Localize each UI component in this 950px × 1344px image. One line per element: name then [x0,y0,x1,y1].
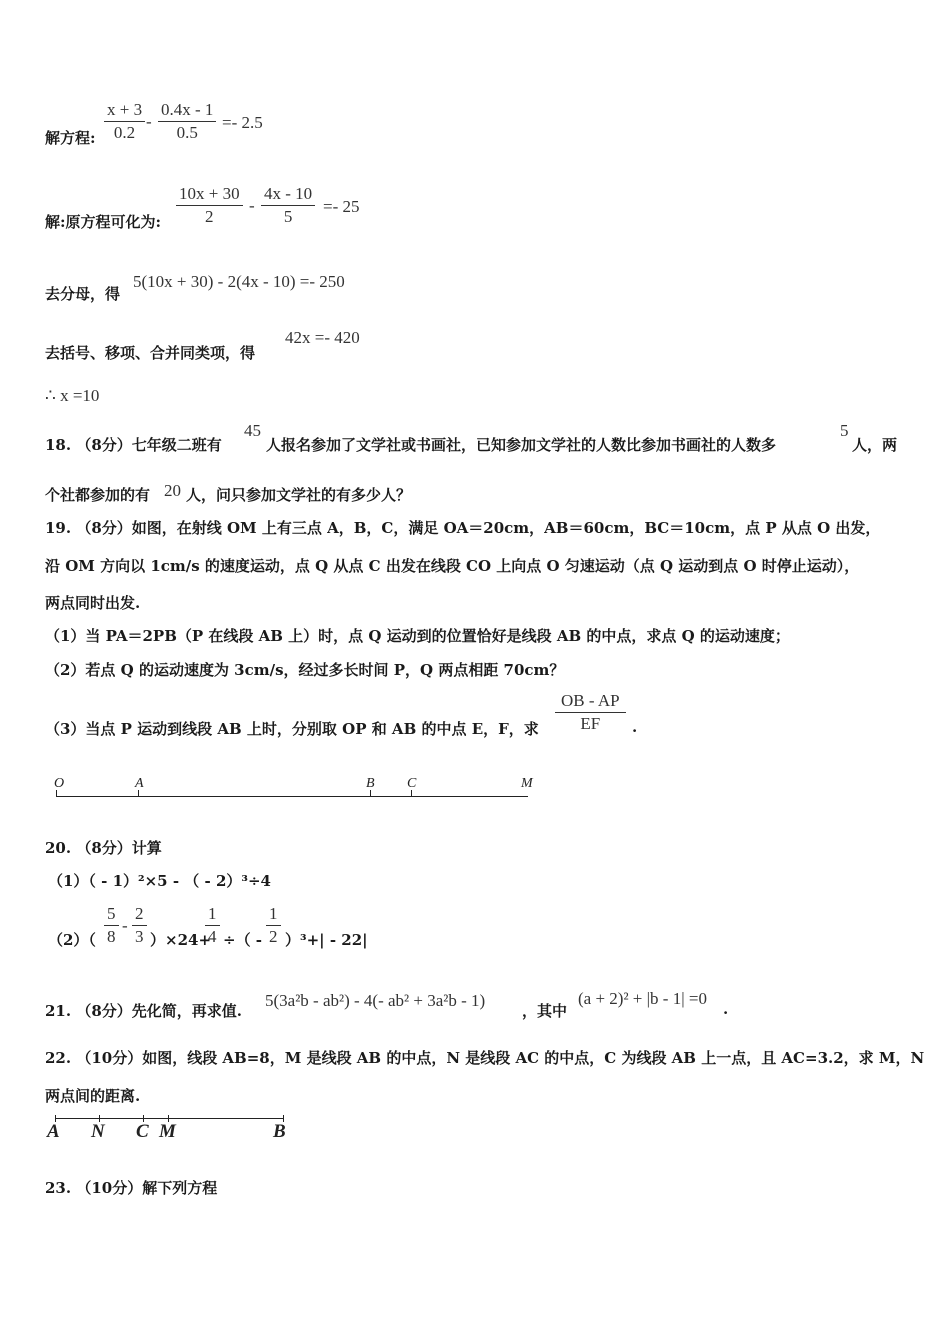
fraction-2-denominator: 0.5 [176,123,198,142]
fraction-1-denominator: 0.2 [113,123,136,142]
equation-rhs-1: =- 2.5 [222,113,263,132]
q20-fraction-c-denominator: 4 [208,927,217,946]
q19-line-1: 19. （8分）如图，在射线 OM 上有三点 A，B，C，满足 OA＝20cm，AB＝60cm，BC＝10cm，点 P 从点 O 出发， [45,519,881,537]
q19-fraction-denominator: EF [580,714,601,733]
q19-fraction [555,690,626,735]
point-label-b: B [366,776,375,791]
q20-sub-2-d: ）³+| - 22| [285,931,368,949]
fraction-4 [261,183,315,228]
q19-line-2: 沿 OM 方向以 1cm/s 的速度运动，点 Q 从点 C 出发在线段 CO 上向点 O 匀速运动（点 Q 运动到点 O 时停止运动）， [45,557,860,575]
solution-label-2: 解:原方程可化为: [45,213,162,231]
solution-label-3: 去分母，得 [45,285,121,303]
q20-fraction-c-numerator: 1 [205,903,220,926]
q20-fraction-b [132,903,147,948]
seg-label-n: N [91,1121,105,1142]
equation-rhs-2: =- 25 [323,197,360,216]
q23-title: 23. （10分）解下列方程 [45,1179,218,1197]
q20-fraction-d-denominator: 2 [269,927,278,946]
q21-part-1: 21. （8分）先化简，再求值. [45,1002,242,1020]
fraction-3 [176,183,243,228]
point-label-c: C [407,776,417,791]
q18-line-2b: 人，问只参加文学社的有多少人？ [186,486,412,504]
q20-sub-2-c: ÷（ - [223,931,263,949]
q20-fraction-a-denominator: 8 [107,927,116,946]
q20-fraction-b-denominator: 3 [135,927,144,946]
q20-fraction-b-numerator: 2 [132,903,147,926]
ray-om-line [56,796,528,797]
q20-title: 20. （8分）计算 [45,839,162,857]
q19-sub-2: （2）若点 Q 的运动速度为 3cm/s，经过多长时间 P，Q 两点相距 70cm？ [45,661,565,679]
segment-ab-line [55,1118,284,1119]
point-label-a: A [135,776,144,791]
fraction-3-numerator: 10x + 30 [176,183,243,206]
q21-condition: (a + 2)² + |b - 1| =0 [578,989,707,1008]
solution-label-4: 去括号、移项、合并同类项，得 [45,344,256,362]
fraction-3-denominator: 2 [205,207,214,226]
q18-number-20: 20 [164,481,181,500]
equation-3: 5(10x + 30) - 2(4x - 10) =- 250 [133,272,345,291]
fraction-2 [158,99,216,144]
equation-5: ∴ x =10 [45,386,100,405]
q20-fraction-d-numerator: 1 [266,903,281,926]
q18-part-1: 18. （8分）七年级二班有 [45,436,222,454]
solution-label-1: 解方程: [45,129,96,147]
q20-sub-2-b: ）×24+ [150,931,212,949]
equation-4: 42x =- 420 [285,328,360,347]
q21-expression: 5(3a²b - ab²) - 4(- ab² + 3a²b - 1) [265,991,486,1010]
minus-sign: - [146,112,152,131]
seg-label-c: C [136,1121,149,1142]
q19-fraction-numerator: OB - AP [555,690,626,713]
q19-line-3: 两点同时出发. [45,594,141,612]
q22-line-2: 两点间的距离. [45,1087,141,1105]
q20-sub-2-a: （2）（ [48,931,96,949]
q20-minus: - [122,916,128,935]
point-label-o: O [54,776,65,791]
q22-line-1: 22. （10分）如图，线段 AB=8，M 是线段 AB 的中点，N 是线段 AC 的中点，C 为线段 AB 上一点，且 AC=3.2，求 M，N [45,1049,925,1067]
q18-line-2a: 个社都参加的有 [45,486,151,504]
q18-number-5: 5 [840,421,849,440]
q18-number-45: 45 [244,421,261,440]
seg-label-b: B [273,1121,286,1142]
seg-label-m: M [159,1121,176,1142]
q18-part-2: 人报名参加了文学社或书画社，已知参加文学社的人数比参加书画社的人数多 [266,436,777,454]
fraction-1-numerator: x + 3 [104,99,145,122]
point-label-m: M [521,776,533,791]
q19-sub-1: （1）当 PA＝2PB（P 在线段 AB 上）时，点 Q 运动到的位置恰好是线段 AB 的中点，求点 Q 的运动速度； [45,627,790,645]
q18-part-3: 人，两 [852,436,898,454]
fraction-4-denominator: 5 [283,207,293,226]
seg-label-a: A [47,1121,60,1142]
fraction-2-numerator: 0.4x - 1 [158,99,216,122]
fraction-1 [104,99,145,144]
q20-fraction-a [104,903,119,948]
minus-sign-2: - [249,196,255,215]
q20-sub-1: （1）（ - 1）²×5 - （ - 2）³÷4 [48,872,271,890]
q21-part-2: ，其中 [522,1002,568,1020]
q21-end: . [723,1000,729,1018]
fraction-4-numerator: 4x - 10 [261,183,315,206]
q20-fraction-a-numerator: 5 [104,903,119,926]
q19-sub-3: （3）当点 P 运动到线段 AB 上时，分别取 OP 和 AB 的中点 E，F，求 [45,720,539,738]
q20-fraction-c [205,903,220,948]
q20-fraction-d [266,903,281,948]
q19-sub-3-end: . [632,718,638,736]
